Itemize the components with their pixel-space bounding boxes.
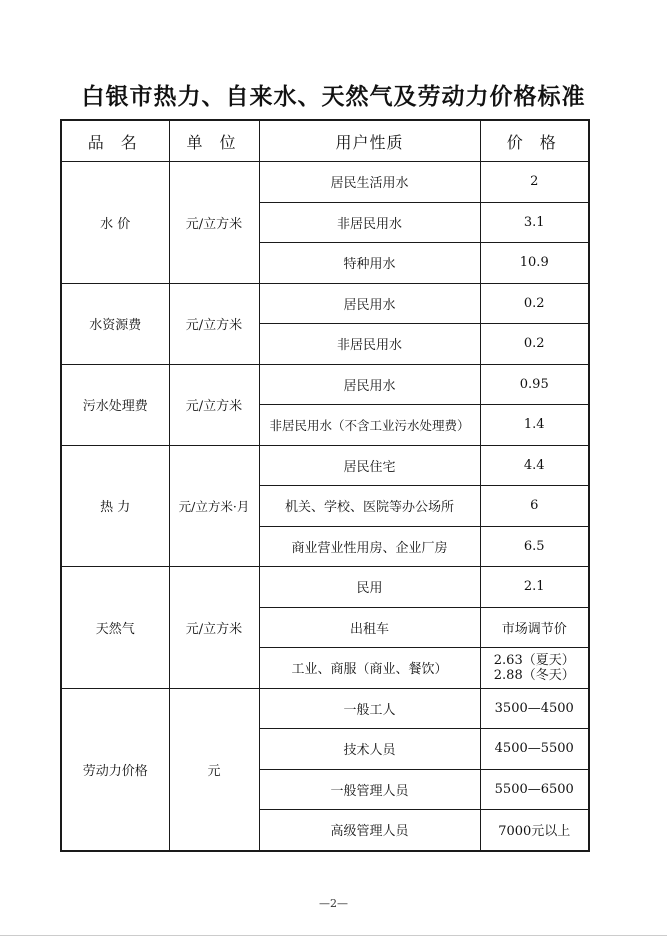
- user-nature: 一般工人: [259, 688, 480, 729]
- user-nature: 居民生活用水: [259, 162, 480, 203]
- item-name: 天然气: [61, 567, 169, 689]
- table-row: [61, 162, 589, 203]
- price-summer: 2.63（夏天）: [493, 652, 575, 668]
- user-nature: 一般管理人员: [259, 769, 480, 810]
- user-nature: 非居民用水（不含工业污水处理费）: [259, 405, 480, 446]
- price-table: [60, 119, 590, 852]
- user-nature: 出租车: [259, 607, 480, 648]
- price-value: 3500—4500: [480, 688, 589, 729]
- user-nature: 居民住宅: [259, 445, 480, 486]
- item-name: 污水处理费: [61, 364, 169, 445]
- user-nature: 高级管理人员: [259, 810, 480, 851]
- page-edge-divider: [0, 935, 667, 936]
- price-value: 3.1: [480, 202, 589, 243]
- header-unit: 单 位: [169, 120, 259, 162]
- table-row: [61, 283, 589, 324]
- price-value: 0.95: [480, 364, 589, 405]
- document-title: 白银市热力、自来水、天然气及劳动力价格标准: [81, 83, 586, 110]
- user-nature: 居民用水: [259, 283, 480, 324]
- user-nature: 非居民用水: [259, 324, 480, 365]
- price-value: 6.5: [480, 526, 589, 567]
- price-value: 0.2: [480, 283, 589, 324]
- price-value: 4.4: [480, 445, 589, 486]
- user-nature: 商业营业性用房、企业厂房: [259, 526, 480, 567]
- price-value: 4500—5500: [480, 729, 589, 770]
- price-winter: 2.88（冬天）: [493, 667, 575, 683]
- item-unit: 元/立方米: [169, 162, 259, 284]
- price-value: 0.2: [480, 324, 589, 365]
- price-value: 6: [480, 486, 589, 527]
- item-name: 水 价: [61, 162, 169, 284]
- page-number: —2—: [319, 897, 348, 910]
- header-name: 品 名: [61, 120, 169, 162]
- price-value: 2: [480, 162, 589, 203]
- user-nature: 民用: [259, 567, 480, 608]
- user-nature: 机关、学校、医院等办公场所: [259, 486, 480, 527]
- table-row: [61, 364, 589, 405]
- price-value: 7000元以上: [480, 810, 589, 851]
- price-value: 2.1: [480, 567, 589, 608]
- item-name: 热 力: [61, 445, 169, 567]
- price-value: 1.4: [480, 405, 589, 446]
- table-row: [61, 567, 589, 608]
- user-nature: 技术人员: [259, 729, 480, 770]
- header-price: 价 格: [480, 120, 589, 162]
- table-row: [61, 688, 589, 729]
- price-value: 5500—6500: [480, 769, 589, 810]
- price-value: 10.9: [480, 243, 589, 284]
- table-row: [61, 445, 589, 486]
- item-unit: 元/立方米: [169, 364, 259, 445]
- header-nature: 用户性质: [259, 120, 480, 162]
- price-value: [480, 648, 589, 689]
- item-unit: 元: [169, 688, 259, 851]
- item-name: 劳动力价格: [61, 688, 169, 851]
- user-nature: 工业、商服（商业、餐饮）: [259, 648, 480, 689]
- user-nature: 居民用水: [259, 364, 480, 405]
- item-unit: 元/立方米: [169, 567, 259, 689]
- price-value: 市场调节价: [480, 607, 589, 648]
- user-nature: 非居民用水: [259, 202, 480, 243]
- item-name: 水资源费: [61, 283, 169, 364]
- item-unit: 元/立方米: [169, 283, 259, 364]
- item-unit: 元/立方米·月: [169, 445, 259, 567]
- user-nature: 特种用水: [259, 243, 480, 284]
